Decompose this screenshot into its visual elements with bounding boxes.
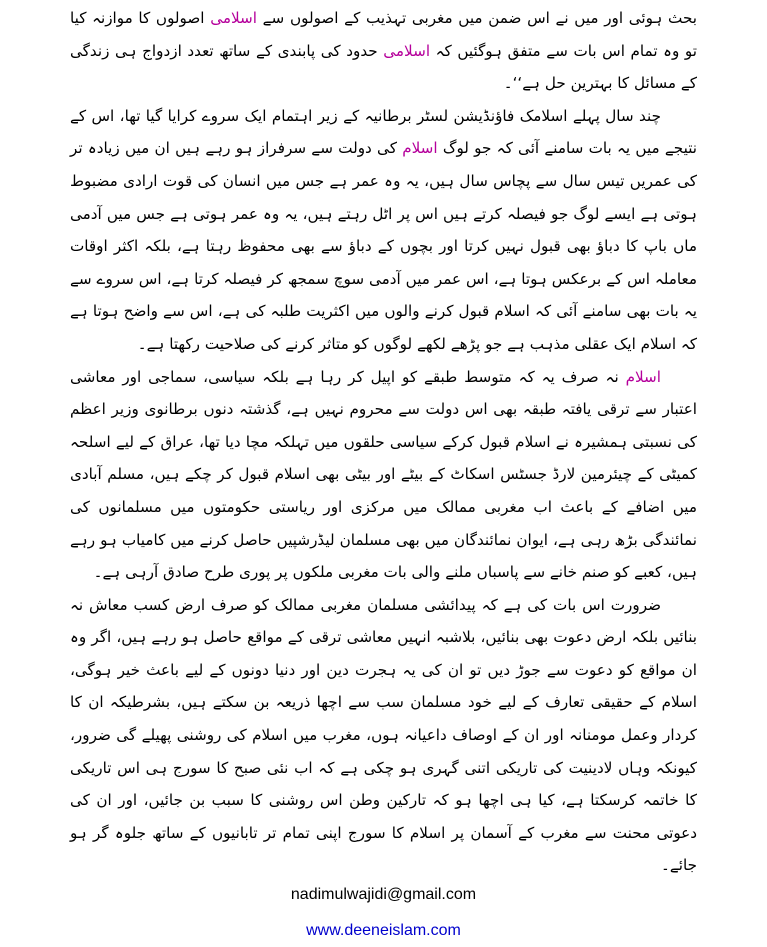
paragraph-1-text-a: بحث ہوئی اور میں نے اس ضمن میں مغربی تہذیب کے اصولوں سے [257,9,697,27]
highlight-islami-2: اسلامی [383,41,431,60]
highlight-islam-1: اسلام [402,139,438,158]
paragraph-3 [70,361,697,589]
article-body [70,2,697,882]
paragraph-4-text: ضرورت اس بات کی ہے کہ پیدائشی مسلمان مغربی ممالک کو صرف ارض کسب معاش نہ بنائیں بلکہ ارض دعوت بھی بنائیں، بلاشبہ انہیں معاشی ترقی کے مواقع حاصل ہو رہے ہیں، اگر وہ ان مواقع کو دعوت سے جوڑ دیں تو ان کی یہ ہجرت دین اور دنیا دونوں کے لیے باعث خیر ہوگی، اسلام کے حقیقی تعارف کے لیے خود مسلمان سب سے اچھا ذریعہ بن سکتے ہیں، بشرطیکہ ان کا کردار وعمل مومنانہ اور ان کے اوصاف داعیانہ ہوں، مغرب میں اسلام کی روشنی پھیلے گی ضرور، کیونکہ وہاں لادینیت کی تاریکی اتنی گہری ہو چکی ہے کہ اب نئی صبح کا سورج ہی اس تاریکی کا خاتمہ کرسکتا ہے، کیا ہی اچھا ہو کہ تارکین وطن اس روشنی کا سبب بن جائیں، اور ان کی دعوتی محنت سے مغرب کے آسمان پر اسلام کا سورج اپنی تمام تر تابانیوں کے ساتھ جلوہ گر ہو جائے۔ [70,595,697,875]
paragraph-2 [70,100,697,361]
article-page [70,2,697,947]
paragraph-1 [70,2,697,100]
highlight-islami-1: اسلامی [210,9,257,27]
highlight-islam-2: اسلام [625,367,661,386]
website-link[interactable]: www.deeneislam.com [306,922,461,939]
paragraph-4 [70,589,697,882]
paragraph-2-text-a: چند سال پہلے اسلامک فاؤنڈیشن لسٹر برطانیہ کے زیر اہتمام ایک سروے کرایا گیا تھا، اس کے نتیجے میں یہ بات سامنے آئی کہ جو لوگ [70,106,698,158]
author-email: nadimulwajidi@gmail.com [290,886,477,903]
paragraph-3-text: نہ صرف یہ کہ متوسط طبقے کو اپیل کر رہا ہے بلکہ سیاسی، سماجی اور معاشی اعتبار سے ترقی یافتہ طبقہ بھی اس دولت سے محروم نہیں ہے، گذشتہ دنوں برطانوی وزیر اعظم کی نسبتی ہمشیرہ نے اسلام قبول کرکے سیاسی حلقوں میں تہلکہ مچا دیا تھا، عراق کے لیے اسلحہ کمیٹی کے چیئرمین لارڈ جسٹس اسکاٹ کے بیٹے اور بیٹی بھی اسلام قبول کر چکے ہیں، مسلم آبادی میں اضافے کے باعث اب مغربی ممالک میں مرکزی اور ریاستی حکومتوں میں مسلمانوں کی نمائندگی بڑھ رہی ہے، ایوان نمائندگان میں بھی مسلمان لیڈرشپیں حاصل کرنے میں کامیاب ہو رہے ہیں، کعبے کو صنم خانے سے پاسباں ملنے والی بات مغربی ملکوں پر پوری طرح صادق آرہی ہے۔ [70,367,697,582]
paragraph-1-text-b: اصولوں کا موازنہ کیا تو وہ تمام اس بات سے متفق ہوگئیں کہ [70,9,697,60]
paragraph-2-text-b: کی دولت سے سرفراز ہو رہے ہیں ان میں زیادہ تر کی عمریں تیس سال سے پچاس سال ہیں، یہ وہ عمر ہے جس میں انسان کی قوت ارادی مضبوط ہوتی ہے ایسے لوگ جو فیصلہ کرتے ہیں اس پر اٹل رہتے ہیں، یہ وہ عمر ہوتی ہے جس میں آدمی ماں باپ کا دباؤ بھی قبول نہیں کرتا اور بچوں کے دباؤ سے بھی محفوظ رہتا ہے، بلکہ اکثر اوقات معاملہ اس کے برعکس ہوتا ہے، اس عمر میں آدمی سوچ سمجھ کر فیصلہ کرتا ہے، اس سروے سے یہ بات بھی سامنے آئی کہ اسلام قبول کرنے والوں میں اکثریت طلبہ کی ہے، اس سے واضح ہوتا ہے کہ اسلام ایک عقلی مذہب ہے جو پڑھے لکھے لوگوں کو متاثر کرنے کی صلاحیت رکھتا ہے۔ [70,139,697,353]
paragraph-1-text-c: حدود کی پابندی کے ساتھ تعدد ازدواج ہی زندگی کے مسائل کا بہترین حل ہے‘‘۔ [70,41,697,93]
